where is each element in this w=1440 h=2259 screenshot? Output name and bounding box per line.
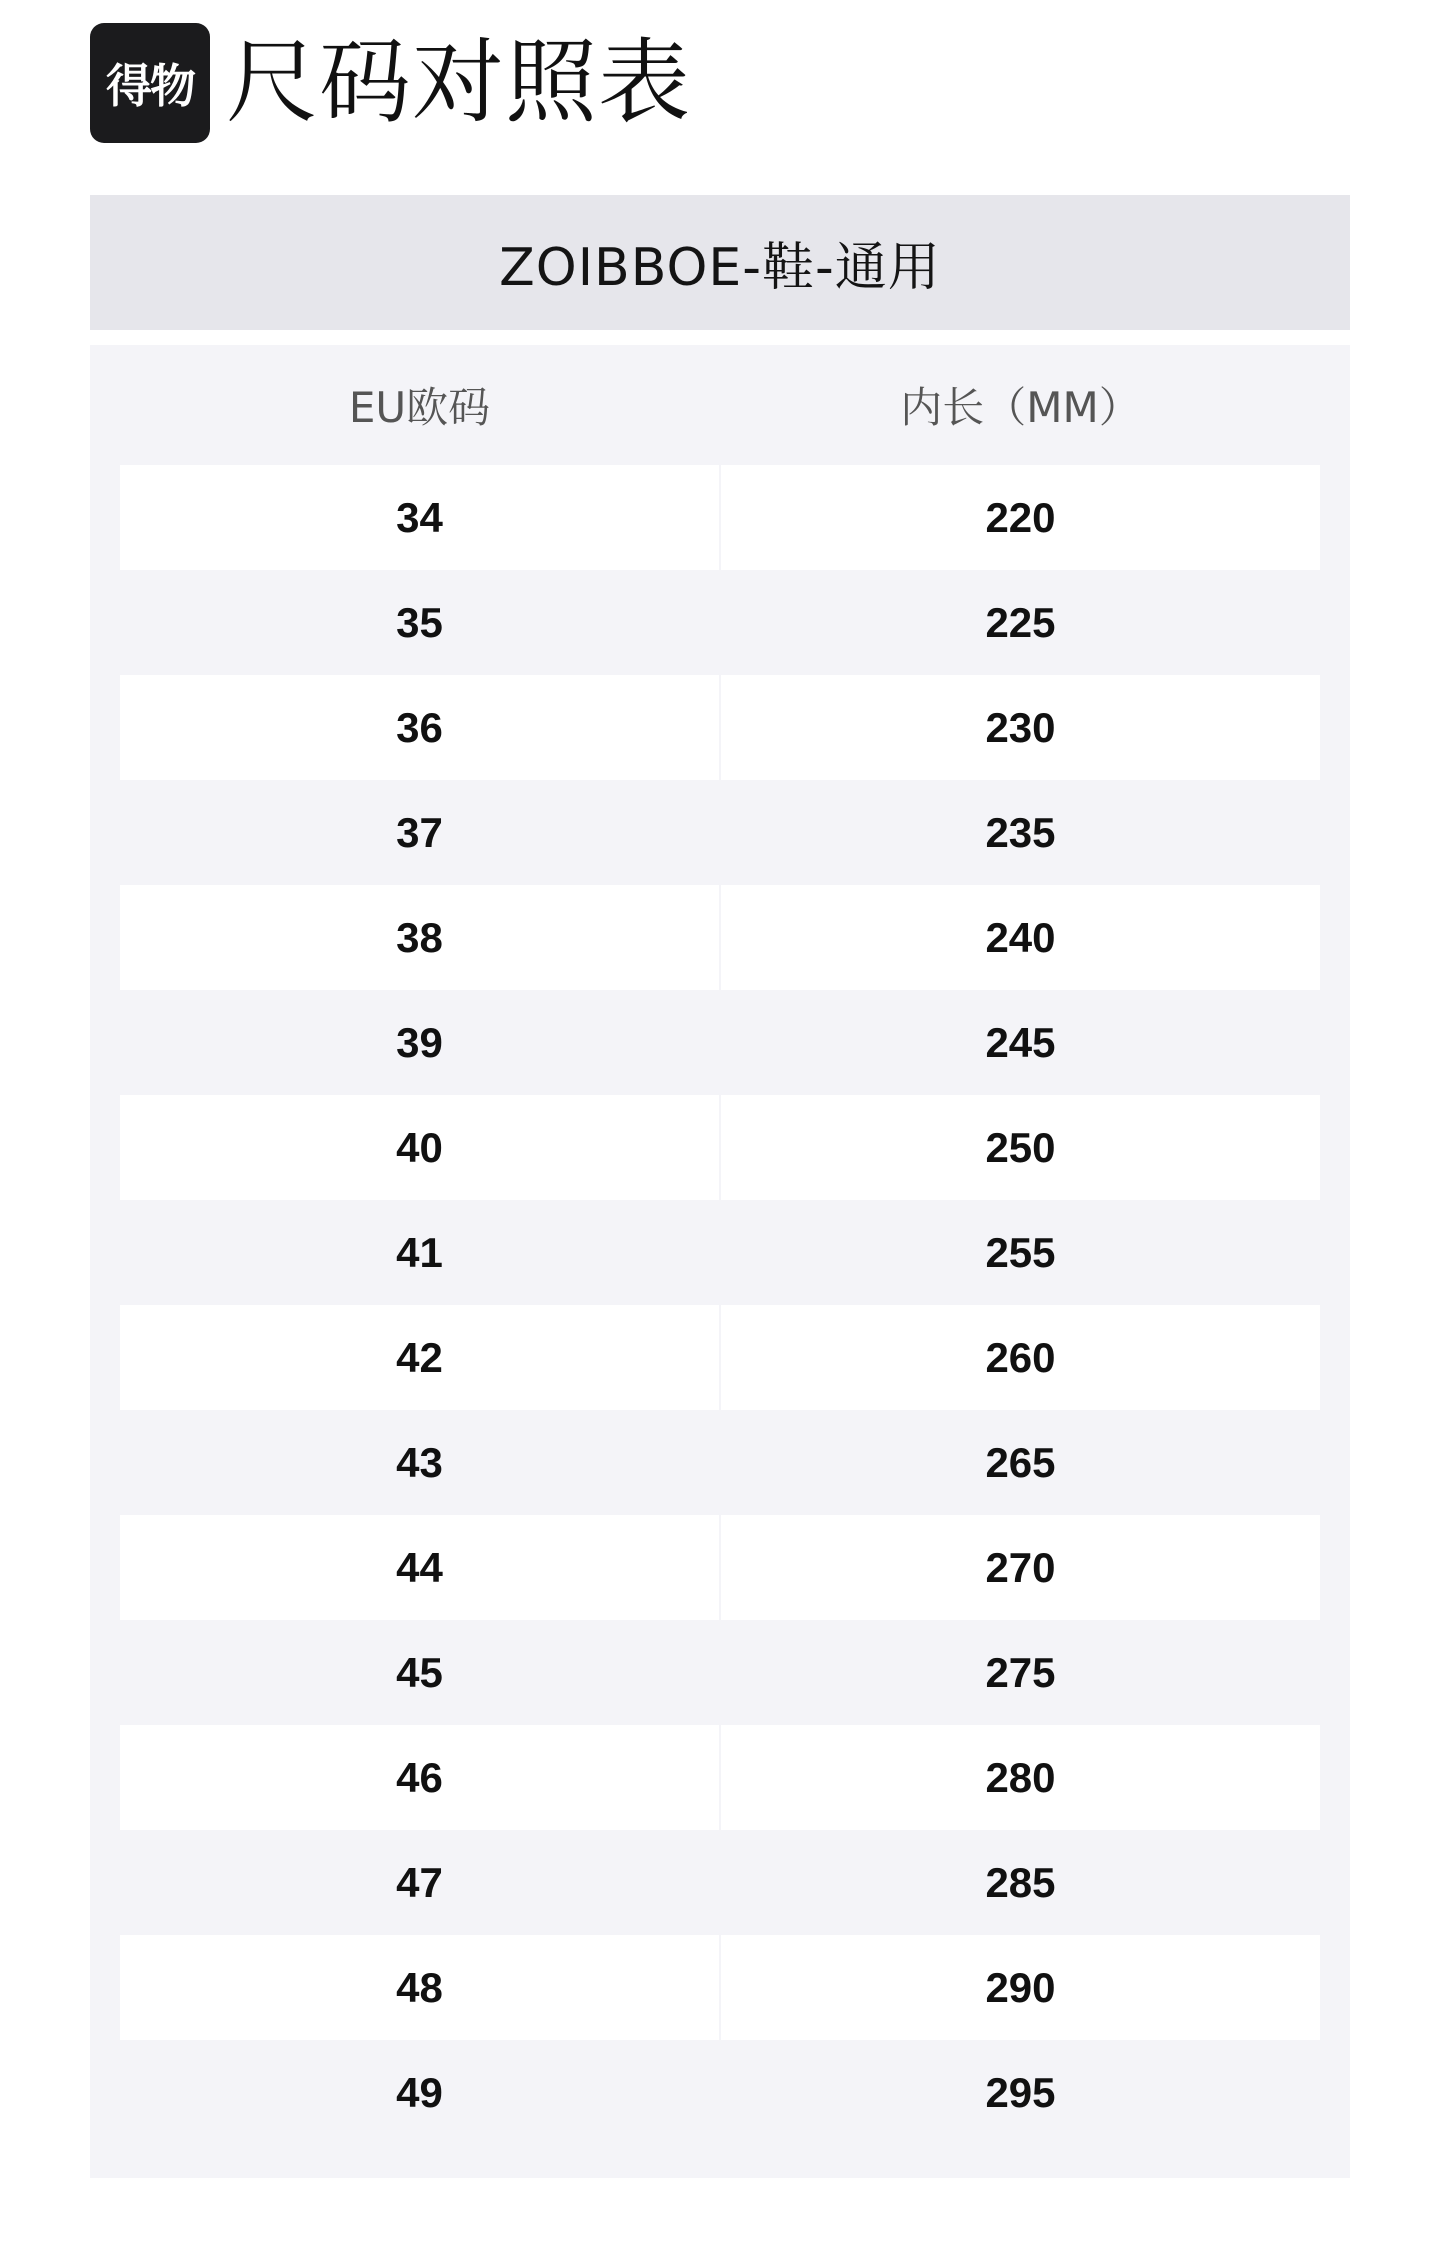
table-row (120, 2040, 1320, 2145)
eu-size-cell: 42 (120, 1305, 719, 1410)
table-row (120, 1935, 1320, 2040)
inner-length-cell: 235 (985, 808, 1056, 856)
column-header-inner-length: 内长（MM） (900, 383, 1141, 432)
inner-length-cell: 250 (721, 1095, 1320, 1200)
column-header-eu-size: EU欧码 (348, 383, 491, 432)
size-table-body (120, 465, 1320, 2145)
table-row (120, 990, 1320, 1095)
eu-size-cell: 36 (120, 675, 719, 780)
inner-length-cell: 230 (721, 675, 1320, 780)
eu-size-cell: 43 (396, 1438, 443, 1486)
table-row (120, 1095, 1320, 1200)
eu-size-cell: 37 (396, 808, 443, 856)
eu-size-cell: 49 (396, 2068, 443, 2116)
table-row (120, 1410, 1320, 1515)
inner-length-cell: 260 (721, 1305, 1320, 1410)
header (90, 22, 691, 144)
table-row (120, 1620, 1320, 1725)
table-row (120, 1515, 1320, 1620)
page-title: 尺码对照表 (226, 29, 692, 136)
eu-size-cell: 44 (120, 1515, 719, 1620)
inner-length-cell: 220 (721, 465, 1320, 570)
table-row (120, 780, 1320, 885)
table-row (120, 1725, 1320, 1830)
table-row (120, 675, 1320, 780)
eu-size-cell: 40 (120, 1095, 719, 1200)
table-row (120, 570, 1320, 675)
inner-length-cell: 295 (985, 2068, 1056, 2116)
size-chart-title: ZOIBBOE-鞋-通用 (499, 238, 941, 298)
size-table (90, 345, 1350, 2178)
inner-length-cell: 255 (985, 1228, 1056, 1276)
eu-size-cell: 39 (396, 1018, 443, 1066)
brand-logo-text: 得物 (106, 59, 194, 113)
eu-size-cell: 46 (120, 1725, 719, 1830)
inner-length-cell: 270 (721, 1515, 1320, 1620)
eu-size-cell: 48 (120, 1935, 719, 2040)
eu-size-cell: 35 (396, 598, 443, 646)
table-row (120, 465, 1320, 570)
size-chart-title-bar (90, 195, 1350, 330)
eu-size-cell: 38 (120, 885, 719, 990)
table-row (120, 1830, 1320, 1935)
inner-length-cell: 290 (721, 1935, 1320, 2040)
table-row (120, 1200, 1320, 1305)
table-row (120, 1305, 1320, 1410)
inner-length-cell: 280 (721, 1725, 1320, 1830)
eu-size-cell: 45 (396, 1648, 443, 1696)
inner-length-cell: 240 (721, 885, 1320, 990)
inner-length-cell: 275 (985, 1648, 1056, 1696)
inner-length-cell: 265 (985, 1438, 1056, 1486)
inner-length-cell: 225 (985, 598, 1056, 646)
inner-length-cell: 285 (985, 1858, 1056, 1906)
inner-length-cell: 245 (985, 1018, 1056, 1066)
eu-size-cell: 47 (396, 1858, 443, 1906)
brand-logo (90, 23, 210, 143)
eu-size-cell: 34 (120, 465, 719, 570)
table-row (120, 885, 1320, 990)
eu-size-cell: 41 (396, 1228, 443, 1276)
